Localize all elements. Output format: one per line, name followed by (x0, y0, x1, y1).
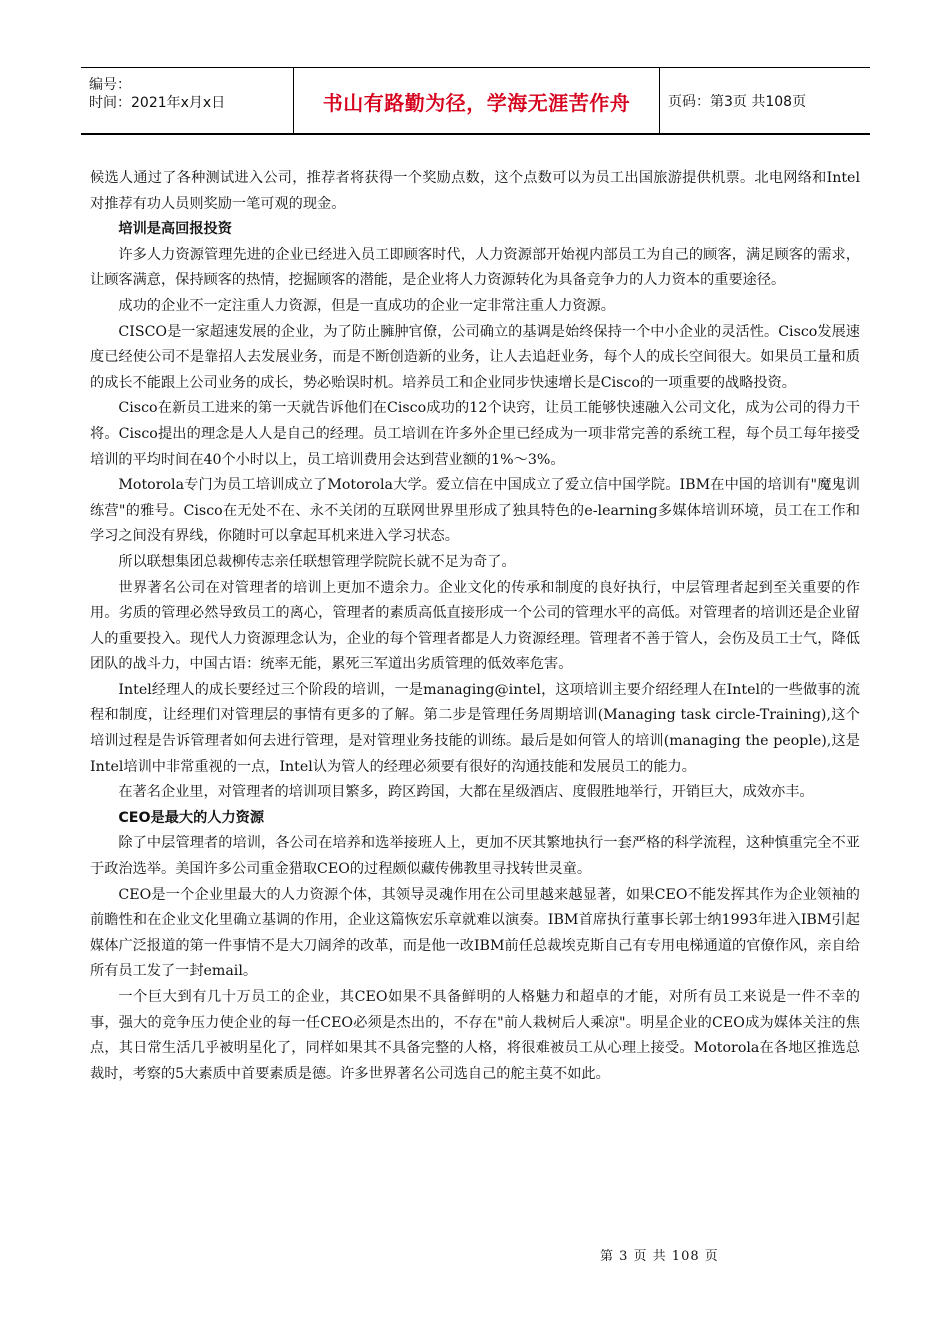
paragraph: CISCO是一家超速发展的企业，为了防止臃肿官僚，公司确立的基调是始终保持一个中小企业的灵活性。Cisco发展速度已经使公司不是靠招人去发展业务，而是不断创造新的业务，让人去追赶业务，每个人的成长空间很大。如果员工量和质的成长不能跟上公司业务的成长，势必贻误时机。培养员工和企业同步快速增长是Cisco的一项重要的战略投资。 (90, 323, 860, 391)
paragraph: 除了中层管理者的培训，各公司在培养和选举接班人上，更加不厌其繁地执行一套严格的科学流程，这种慎重完全不亚于政治选举。美国许多公司重金猎取CEO的过程颇似藏传佛教里寻找转世灵童。 (90, 835, 860, 878)
paragraph: 世界著名公司在对管理者的培训上更加不遗余力。企业文化的传承和制度的良好执行，中层管理者起到至关重要的作用。劣质的管理必然导致员工的离心，管理者的素质高低直接形成一个公司的管理水平的高低。对管理者的培训还是企业留人的重要投入。现代人力资源理念认为，企业的每个管理者都是人力资源经理。管理者不善于管人，会伤及员工士气，降低团队的战斗力，中国古语：统率无能，累死三军道出劣质管理的低效率危害。 (90, 579, 860, 673)
header-motto: 书山有路勤为径，学海无涯苦作舟 (294, 68, 660, 134)
paragraph: 一个巨大到有几十万员工的企业，其CEO如果不具备鲜明的人格魅力和超卓的才能，对所有员工来说是一件不幸的事，强大的竞争压力使企业的每一任CEO必须是杰出的，不存在"前人栽树后人乘凉"。明星企业的CEO成为媒体关注的焦点，其日常生活几乎被明星化了，同样如果其不具备完整的人格，将很难被员工从心理上接受。Motorola在各地区推选总裁时，考察的5大素质中首要素质是德。许多世界著名公司选自己的舵主莫不如此。 (90, 989, 860, 1082)
paragraph: Cisco在新员工进来的第一天就告诉他们在Cisco成功的12个诀窍，让员工能够快速融入公司文化，成为公司的得力干将。Cisco提出的理念是人人是自己的经理。员工培训在许多外企里已经成为一项非常完善的系统工程，每个员工每年接受培训的平均时间在40个小时以上，员工培训费用会达到营业额的1%～3%。 (90, 400, 860, 468)
paragraph: 所以联想集团总裁柳传志亲任联想管理学院院长就不足为奇了。 (118, 553, 516, 570)
document-body (90, 166, 860, 1087)
paragraph: Motorola专门为员工培训成立了Motorola大学。爱立信在中国成立了爱立信中国学院。IBM在中国的培训有"魔鬼训练营"的雅号。Cisco在无处不在、永不关闭的互联网世界里形成了独具特色的e-learning多媒体培训环境，员工在工作和学习之间没有界线，你随时可以拿起耳机来进入学习状态。 (90, 477, 860, 545)
paragraph: 许多人力资源管理先进的企业已经进入员工即顾客时代，人力资源部开始视内部员工为自己的顾客，满足顾客的需求，让顾客满意，保持顾客的热情，挖掘顾客的潜能，是企业将人力资源转化为具备竞争力的人力资本的重要途径。 (90, 246, 860, 289)
header-page-info: 页码：第3页 共108页 (668, 94, 807, 110)
serial-number-label: 编号： (89, 77, 131, 93)
page-footer: 第 3 页 共 108 页 (600, 1249, 719, 1264)
paragraph: Intel经理人的成长要经过三个阶段的培训，一是managing@intel，这项培训主要介绍经理人在Intel的一些做事的流程和制度，让经理们对管理层的事情有更多的了解。第二步是管理任务周期培训(Managing task circle-Training),这个培训过程是告诉管理者如何去进行管理，是对管理业务技能的训练。最后是如何管人的培训(managing the people),这是Intel培训中非常重视的一点，Intel认为管人的经理必须要有很好的沟通技能和发展员工的能力。 (90, 681, 860, 775)
paragraph: 成功的企业不一定注重人力资源，但是一直成功的企业一定非常注重人力资源。 (118, 297, 615, 314)
header-meta (81, 68, 294, 134)
section-heading: CEO是最大的人力资源 (118, 809, 265, 826)
section-heading: 培训是高回报投资 (118, 221, 232, 238)
page-header (81, 67, 870, 135)
paragraph: 候选人通过了各种测试进入公司，推荐者将获得一个奖励点数，这个点数可以为员工出国旅游提供机票。北电网络和Intel对推荐有功人员则奖励一笔可观的现金。 (90, 170, 860, 212)
paragraph: 在著名企业里，对管理者的培训项目繁多，跨区跨国，大都在星级酒店、度假胜地举行，开销巨大，成效亦丰。 (118, 784, 814, 801)
paragraph: CEO是一个企业里最大的人力资源个体，其领导灵魂作用在公司里越来越显著，如果CEO不能发挥其作为企业领袖的前瞻性和在企业文化里确立基调的作用，企业这篇恢宏乐章就难以演奏。IBM首席执行董事长郭士纳1993年进入IBM引起媒体广泛报道的第一件事情不是大刀阔斧的改革，而是他一改IBM前任总裁埃克斯自己有专用电梯通道的官僚作风，亲自给所有员工发了一封email。 (90, 886, 860, 980)
date-label: 时间：2021年x月x日 (89, 95, 226, 111)
